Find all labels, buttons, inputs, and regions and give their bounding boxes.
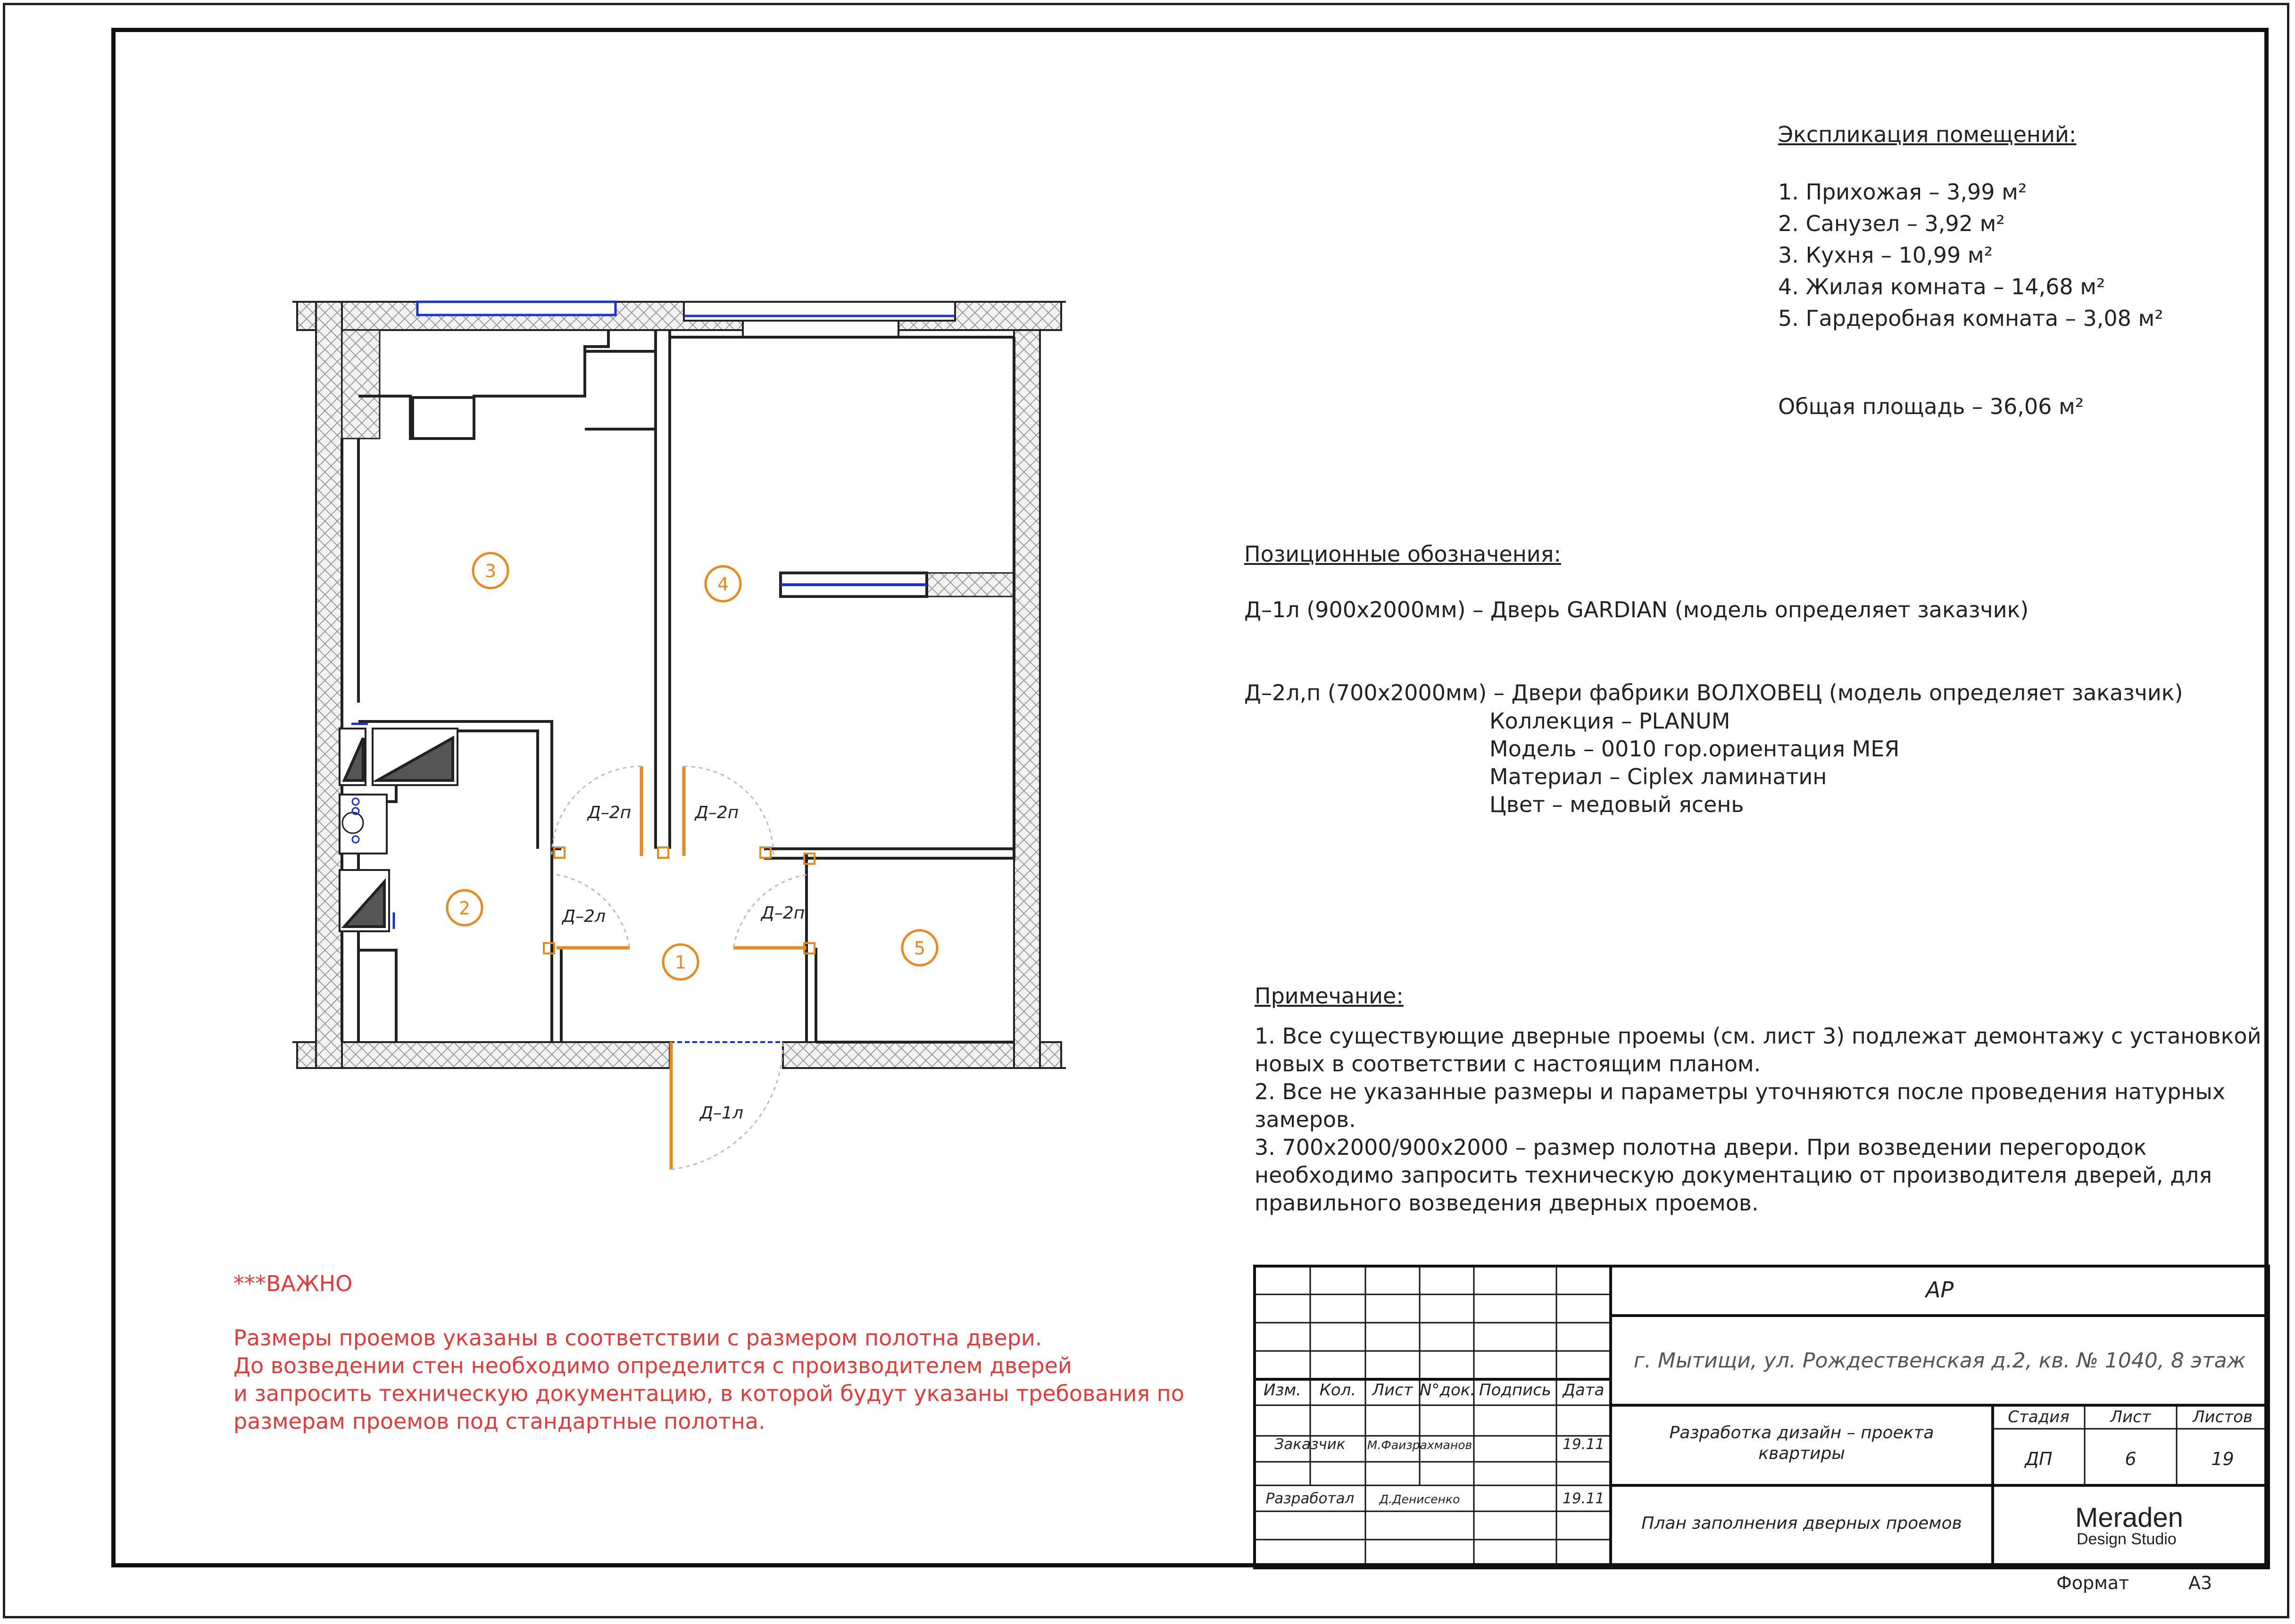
stamp-header: Дата (1563, 1381, 1605, 1400)
brand-logo: Meraden (2075, 1502, 2183, 1533)
position-d2-line: Коллекция – PLANUM (1489, 708, 1730, 734)
stamp-header: Кол. (1319, 1381, 1356, 1400)
document-code: АР (1925, 1277, 1954, 1302)
door-label: Д–2п (761, 903, 805, 923)
developer-role: Разработал (1265, 1490, 1355, 1507)
room-number: 1 (674, 952, 687, 973)
project-line: квартиры (1758, 1444, 1845, 1463)
sheet-label: Лист (2110, 1408, 2151, 1426)
room-number: 4 (717, 574, 729, 595)
legend-item: 5. Гардеробная комната – 3,08 м² (1778, 306, 2163, 331)
door-label: Д–2п (587, 803, 632, 822)
warning-line: и запросить техническую документацию, в которой будут указаны требования по (233, 1381, 1184, 1406)
position-d2-line: Модель – 0010 гор.ориентация МЕЯ (1489, 736, 1900, 762)
brand-subtitle: Design Studio (2077, 1530, 2177, 1548)
sheet-title: План заполнения дверных проемов (1641, 1514, 1962, 1533)
warning-line: Размеры проемов указаны в соответствии с размером полотна двери. (233, 1325, 1042, 1351)
note-line: 2. Все не указанные размеры и параметры уточняются после проведения натурных (1255, 1079, 2225, 1104)
position-d2: Д–2л,п (700х2000мм) – Двери фабрики ВОЛХОВЕЦ (модель определяет заказчик) (1244, 680, 2183, 705)
stamp-header: Изм. (1264, 1381, 1301, 1400)
customer-name: М.Фаизрахманов (1367, 1438, 1472, 1452)
stamp-header: N°док. (1420, 1381, 1476, 1400)
note-line: 1. Все существующие дверные проемы (см. лист 3) подлежат демонтажу с установкой (1255, 1023, 2262, 1049)
project-line: Разработка дизайн – проекта (1669, 1423, 1934, 1442)
developer-date: 19.11 (1563, 1490, 1605, 1507)
legend-item: 4. Жилая комната – 14,68 м² (1778, 274, 2105, 299)
room-number: 3 (484, 561, 497, 581)
room-number: 5 (914, 938, 926, 959)
door-label: Д–2л (562, 907, 606, 926)
room-number: 2 (458, 898, 471, 919)
door-label: Д–2п (695, 803, 739, 822)
position-d1: Д–1л (900х2000мм) – Дверь GARDIAN (модель определяет заказчик) (1244, 597, 2029, 622)
address: г. Мытищи, ул. Рождественская д.2, кв. № 1040, 8 этаж (1633, 1349, 2246, 1373)
position-d2-line: Материал – Ciplex ламинатин (1489, 764, 1827, 789)
developer-name: Д.Денисенко (1379, 1492, 1460, 1506)
note-line: замеров. (1255, 1107, 1356, 1132)
notes-title: Примечание: (1255, 983, 1404, 1009)
note-line: новых в соответствии с настоящим планом. (1255, 1051, 1761, 1077)
warning-title: ***ВАЖНО (233, 1271, 353, 1296)
legend-item: 3. Кухня – 10,99 м² (1778, 242, 1993, 268)
warning-line: До возведении стен необходимо определится с производителем дверей (233, 1353, 1072, 1378)
stage-value: ДП (2025, 1449, 2053, 1469)
legend-title: Экспликация помещений: (1778, 122, 2077, 147)
customer-role: Заказчик (1274, 1436, 1346, 1453)
warning-line: размерам проемов под стандартные полотна. (233, 1409, 765, 1434)
note-line: 3. 700х2000/900х2000 – размер полотна двери. При возведении перегородок (1255, 1135, 2147, 1160)
sheets-value: 19 (2211, 1449, 2234, 1469)
note-line: правильного возведения дверных проемов. (1255, 1190, 1759, 1216)
note-line: необходимо запросить техническую документацию от производителя дверей, для (1255, 1162, 2212, 1188)
stamp-header: Подпись (1479, 1381, 1551, 1400)
legend-item: 2. Санузел – 3,92 м² (1778, 211, 2005, 236)
position-d2-line: Цвет – медовый ясень (1489, 792, 1744, 817)
format-label: Формат (2056, 1573, 2129, 1593)
sheet-value: 6 (2125, 1449, 2137, 1469)
customer-date: 19.11 (1563, 1436, 1605, 1453)
format-value: А3 (2188, 1573, 2212, 1593)
legend-total: Общая площадь – 36,06 м² (1778, 394, 2084, 419)
stamp-header: Лист (1372, 1381, 1413, 1400)
door-label: Д–1л (699, 1103, 744, 1123)
stage-label: Стадия (2008, 1408, 2070, 1426)
legend-item: 1. Прихожая – 3,99 м² (1778, 179, 2027, 205)
sheets-label: Листов (2192, 1408, 2253, 1426)
positions-title: Позиционные обозначения: (1244, 541, 1561, 567)
